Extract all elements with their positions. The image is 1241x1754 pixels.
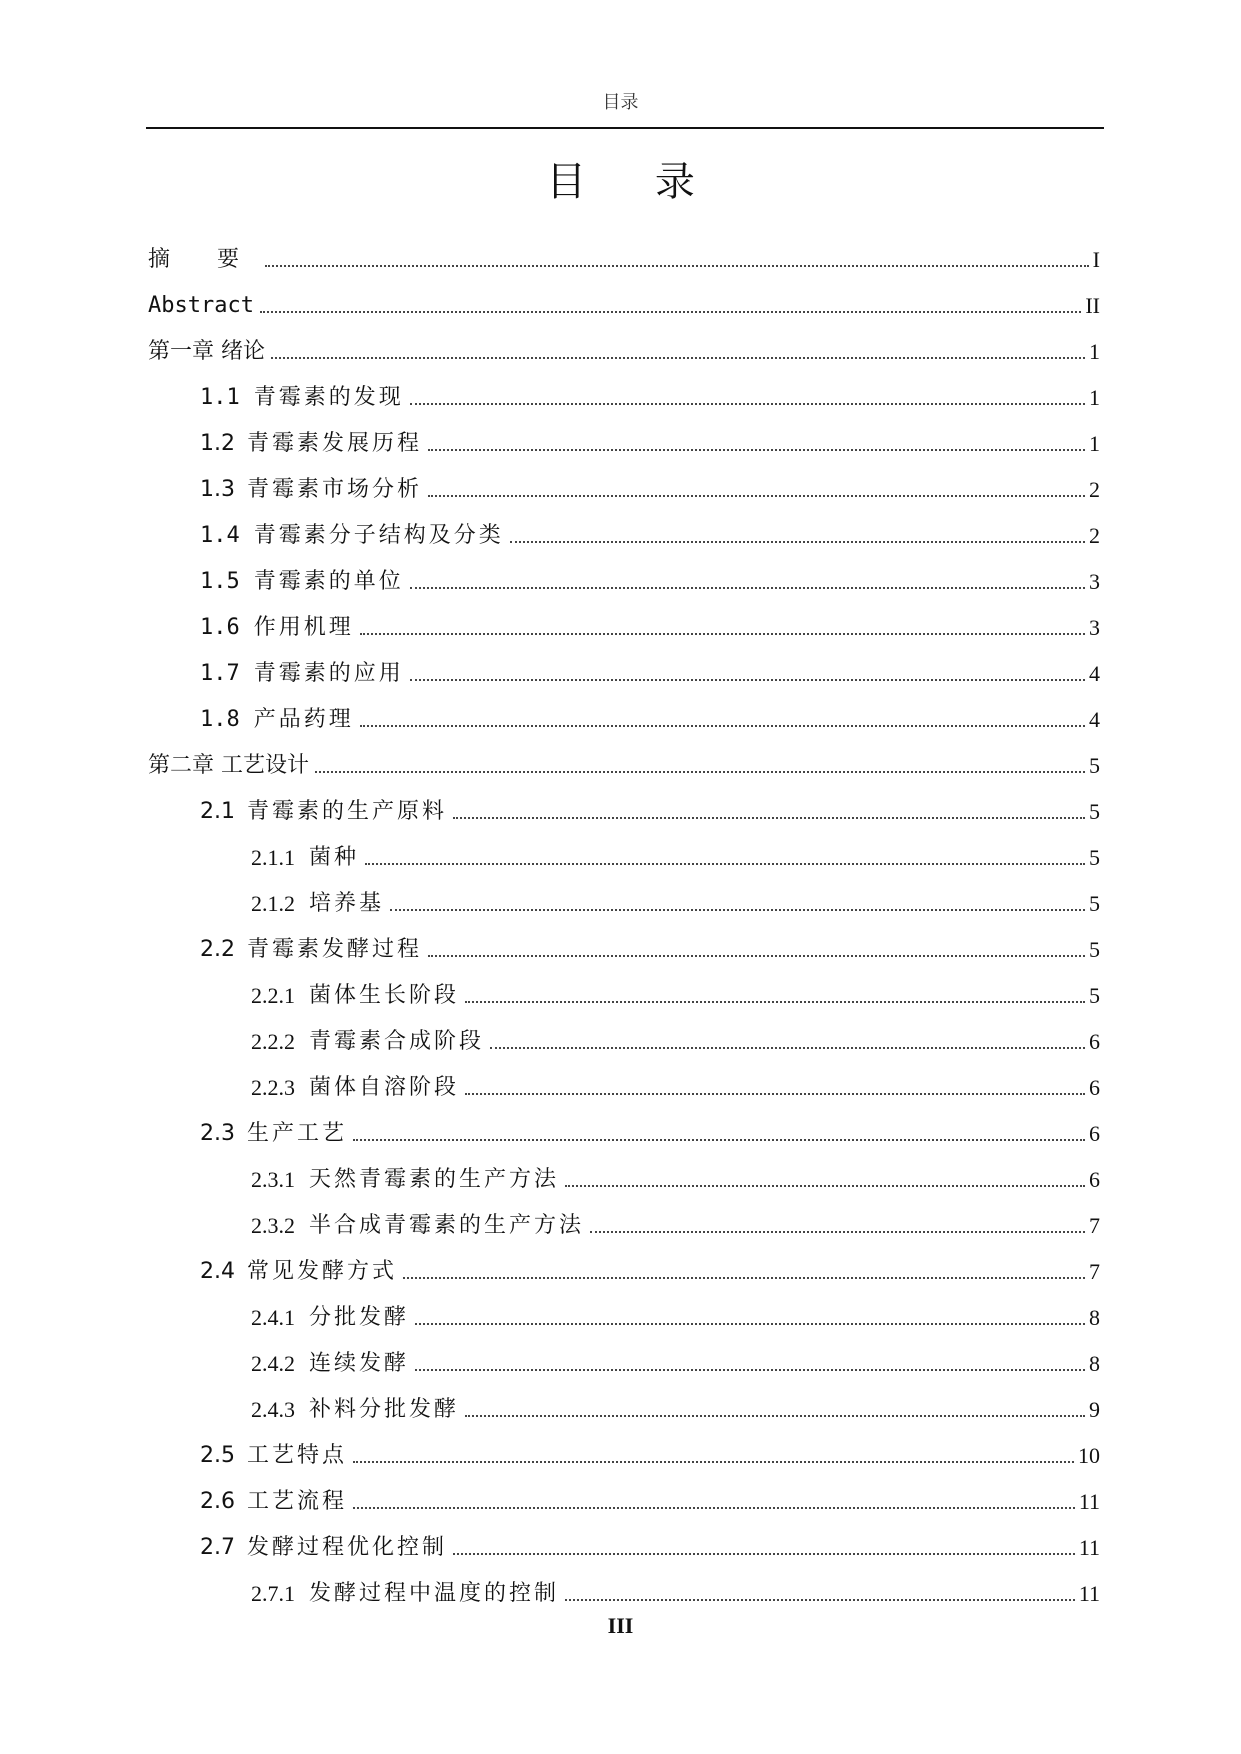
toc-entry[interactable]: [148, 687, 1100, 733]
toc-entry-label: [200, 1489, 347, 1515]
toc-entry-label: [251, 1213, 584, 1239]
toc-entry-label: [251, 845, 359, 871]
toc-entry-label: [200, 523, 504, 549]
toc-entry-page: 8: [1089, 1305, 1100, 1330]
toc-entry-number: 2.3.2: [251, 1213, 295, 1238]
toc-entry-title: 菌种: [309, 845, 360, 870]
dot-leader: [453, 817, 1085, 819]
toc-entry-title: 菌体生长阶段: [309, 983, 460, 1008]
toc-entry[interactable]: [148, 733, 1100, 779]
toc-entry-title: 摘 要: [148, 247, 259, 272]
toc-entry-title: 青霉素的发现: [253, 385, 404, 410]
toc-entry-title: 菌体自溶阶段: [309, 1075, 460, 1100]
toc-entry-title: 青霉素的单位: [253, 569, 404, 594]
toc-entry-page: 1: [1089, 339, 1100, 364]
toc-entry-page: 4: [1089, 707, 1100, 732]
toc-entry-label: [200, 385, 404, 411]
toc-entry-title: 半合成青霉素的生产方法: [309, 1213, 585, 1238]
toc-entry-page: 5: [1089, 891, 1100, 916]
toc-entry-title: 连续发酵: [309, 1351, 410, 1376]
toc-entry-label: [200, 937, 422, 963]
dot-leader: [410, 403, 1085, 405]
toc-entry[interactable]: [148, 1561, 1100, 1607]
toc-entry-title: 青霉素的应用: [253, 661, 404, 686]
toc-entry[interactable]: [148, 1101, 1100, 1147]
toc-entry-label: [251, 1581, 559, 1607]
toc-entry-title: 常见发酵方式: [247, 1259, 398, 1284]
toc-entry[interactable]: [148, 641, 1100, 687]
dot-leader: [428, 449, 1085, 451]
toc-entry-page: 11: [1078, 1535, 1100, 1560]
dot-leader: [403, 1277, 1085, 1279]
toc-entry-label: [148, 247, 259, 273]
toc-entry-page: 6: [1089, 1075, 1100, 1100]
toc-entry-number: 2.4.2: [251, 1351, 295, 1376]
dot-leader: [260, 311, 1081, 313]
toc-entry-page: 5: [1089, 845, 1100, 870]
toc-entry[interactable]: [148, 1331, 1100, 1377]
toc-entry-number: 2.1: [200, 799, 235, 824]
toc-entry-number: 2.4.1: [251, 1305, 295, 1330]
dot-leader: [428, 495, 1085, 497]
toc-entry-title: 青霉素发展历程: [247, 431, 423, 456]
toc-entry[interactable]: [148, 595, 1100, 641]
toc-entry[interactable]: [148, 227, 1100, 273]
toc-entry[interactable]: [148, 457, 1100, 503]
toc-entry-label: [148, 753, 309, 779]
toc-entry-page: 4: [1089, 661, 1100, 686]
toc-entry-title: 培养基: [309, 891, 385, 916]
toc-entry[interactable]: [148, 963, 1100, 1009]
toc-entry-number: 2.2.2: [251, 1029, 295, 1054]
dot-leader: [565, 1185, 1085, 1187]
dot-leader: [390, 909, 1085, 911]
dot-leader: [410, 587, 1085, 589]
toc-entry-label: [200, 1259, 397, 1285]
toc-entry-page: I: [1092, 247, 1100, 272]
toc-entry-label: [251, 1305, 409, 1331]
dot-leader: [428, 955, 1085, 957]
toc-entry-number: 2.4: [200, 1259, 235, 1284]
dot-leader: [265, 265, 1089, 267]
toc-entry-page: 5: [1089, 753, 1100, 778]
toc-entry-label: [200, 661, 404, 687]
toc-entry-page: 1: [1089, 385, 1100, 410]
toc-entry-number: 2.2.3: [251, 1075, 295, 1100]
dot-leader: [453, 1553, 1075, 1555]
toc-entry-number: 2.2: [200, 937, 235, 962]
header-rule: [146, 127, 1104, 129]
dot-leader: [353, 1139, 1085, 1141]
dot-leader: [565, 1599, 1075, 1601]
toc-entry-number: 2.1.2: [251, 891, 295, 916]
toc-entry-label: [251, 1397, 459, 1423]
toc-entry-number: 1.5: [200, 569, 240, 594]
toc-entry-title: 产品药理: [253, 707, 354, 732]
toc-entry[interactable]: [148, 1469, 1100, 1515]
toc-entry[interactable]: [148, 549, 1100, 595]
toc-entry-number: 1.4: [200, 523, 240, 548]
toc-entry-page: 11: [1078, 1581, 1100, 1606]
toc-entry-label: [200, 707, 354, 733]
toc-entry[interactable]: [148, 273, 1100, 319]
dot-leader: [465, 1415, 1085, 1417]
toc-entry-number: 1.8: [200, 707, 240, 732]
toc-entry-title: 工艺特点: [247, 1443, 348, 1468]
toc-entry-title: 第一章 绪论: [148, 339, 265, 364]
toc-entry-title: 青霉素市场分析: [247, 477, 423, 502]
toc-entry-title: 天然青霉素的生产方法: [309, 1167, 560, 1192]
dot-leader: [360, 633, 1085, 635]
dot-leader: [465, 1001, 1085, 1003]
toc-entry-number: 1.7: [200, 661, 240, 686]
toc-entry-title: Abstract: [148, 293, 254, 318]
toc-entry-number: 1.2: [200, 431, 235, 456]
toc-entry-label: [251, 983, 459, 1009]
dot-leader: [353, 1507, 1075, 1509]
toc-entry-title: 青霉素合成阶段: [309, 1029, 485, 1054]
toc-entry-page: 6: [1089, 1029, 1100, 1054]
toc-entry-page: 3: [1089, 569, 1100, 594]
toc-entry-page: 11: [1078, 1489, 1100, 1514]
toc-entry-page: 5: [1089, 983, 1100, 1008]
toc-entry[interactable]: [148, 1285, 1100, 1331]
toc-entry-number: 2.1.1: [251, 845, 295, 870]
toc-entry-label: [200, 477, 422, 503]
dot-leader: [360, 725, 1085, 727]
toc-entry-page: II: [1085, 293, 1100, 318]
dot-leader: [465, 1093, 1085, 1095]
toc-entry-label: [200, 569, 404, 595]
toc-entry-page: 3: [1089, 615, 1100, 640]
toc-entry-title: 分批发酵: [309, 1305, 410, 1330]
toc-entry-title: 发酵过程优化控制: [247, 1535, 448, 1560]
toc-entry-number: 2.4.3: [251, 1397, 295, 1422]
dot-leader: [365, 863, 1085, 865]
toc-entry-page: 7: [1089, 1213, 1100, 1238]
toc-entry[interactable]: [148, 825, 1100, 871]
toc-entry-label: [200, 431, 422, 457]
toc-entry-number: 2.6: [200, 1489, 235, 1514]
toc-entry[interactable]: [148, 365, 1100, 411]
toc-entry[interactable]: [148, 411, 1100, 457]
toc-entry[interactable]: [148, 1515, 1100, 1561]
toc-entry[interactable]: [148, 1055, 1100, 1101]
toc-entry-page: 10: [1078, 1443, 1100, 1468]
toc-entry-number: 2.3.1: [251, 1167, 295, 1192]
toc-entry-label: [200, 1535, 447, 1561]
toc-entry-title: 青霉素分子结构及分类: [253, 523, 504, 548]
toc-entry[interactable]: [148, 1009, 1100, 1055]
toc-entry-label: [251, 891, 384, 917]
toc-entry[interactable]: [148, 871, 1100, 917]
toc-entry-page: 7: [1089, 1259, 1100, 1284]
toc-entry-title: 工艺流程: [247, 1489, 348, 1514]
toc-entry-number: 2.2.1: [251, 983, 295, 1008]
dot-leader: [510, 541, 1085, 543]
toc-entry-page: 9: [1089, 1397, 1100, 1422]
toc-entry-label: [251, 1351, 409, 1377]
toc-entry[interactable]: [148, 917, 1100, 963]
dot-leader: [490, 1047, 1085, 1049]
toc-entry-page: 6: [1089, 1121, 1100, 1146]
toc-entry[interactable]: [148, 1423, 1100, 1469]
dot-leader: [415, 1369, 1085, 1371]
toc-entry[interactable]: [148, 1239, 1100, 1285]
toc-entry-title: 生产工艺: [247, 1121, 348, 1146]
toc-entry-page: 8: [1089, 1351, 1100, 1376]
toc-entry-label: [251, 1167, 559, 1193]
running-header: 目录: [602, 92, 639, 113]
toc-entry-label: [148, 293, 254, 319]
toc-entry-page: 1: [1089, 431, 1100, 456]
toc-entry-title: 青霉素发酵过程: [247, 937, 423, 962]
toc-entry[interactable]: [148, 319, 1100, 365]
toc-entry-number: 2.5: [200, 1443, 235, 1468]
toc-entry-page: 2: [1089, 523, 1100, 548]
toc-entry-title: 第二章 工艺设计: [148, 753, 309, 778]
toc-entry-label: [251, 1029, 484, 1055]
toc-entry-page: 2: [1089, 477, 1100, 502]
dot-leader: [590, 1231, 1085, 1233]
toc-entry-number: 1.3: [200, 477, 235, 502]
toc-entry-page: 6: [1089, 1167, 1100, 1192]
toc-entry-number: 2.3: [200, 1121, 235, 1146]
toc-entry-label: [251, 1075, 459, 1101]
toc-entry[interactable]: [148, 1193, 1100, 1239]
toc-entry[interactable]: [148, 503, 1100, 549]
toc-entry-page: 5: [1089, 799, 1100, 824]
toc-entry-page: 5: [1089, 937, 1100, 962]
toc-entry-title: 补料分批发酵: [309, 1397, 460, 1422]
toc-entry-number: 1.1: [200, 385, 240, 410]
dot-leader: [271, 357, 1085, 359]
toc-entry-label: [200, 615, 354, 641]
toc-entry-number: 2.7: [200, 1535, 235, 1560]
page-number: III: [607, 1613, 634, 1638]
toc-entry-title: 发酵过程中温度的控制: [309, 1581, 560, 1606]
dot-leader: [415, 1323, 1085, 1325]
toc-entry-title: 作用机理: [253, 615, 354, 640]
toc-entry-label: [200, 799, 447, 825]
toc-entry-label: [148, 339, 265, 365]
dot-leader: [353, 1461, 1074, 1463]
toc-entry[interactable]: [148, 1147, 1100, 1193]
dot-leader: [315, 771, 1085, 773]
table-of-contents: [148, 227, 1100, 1607]
dot-leader: [410, 679, 1085, 681]
toc-entry[interactable]: [148, 1377, 1100, 1423]
toc-entry-label: [200, 1121, 347, 1147]
toc-entry-number: 2.7.1: [251, 1581, 295, 1606]
toc-entry-label: [200, 1443, 347, 1469]
toc-entry[interactable]: [148, 779, 1100, 825]
toc-title: 目 录: [546, 159, 723, 205]
toc-entry-title: 青霉素的生产原料: [247, 799, 448, 824]
toc-entry-number: 1.6: [200, 615, 240, 640]
